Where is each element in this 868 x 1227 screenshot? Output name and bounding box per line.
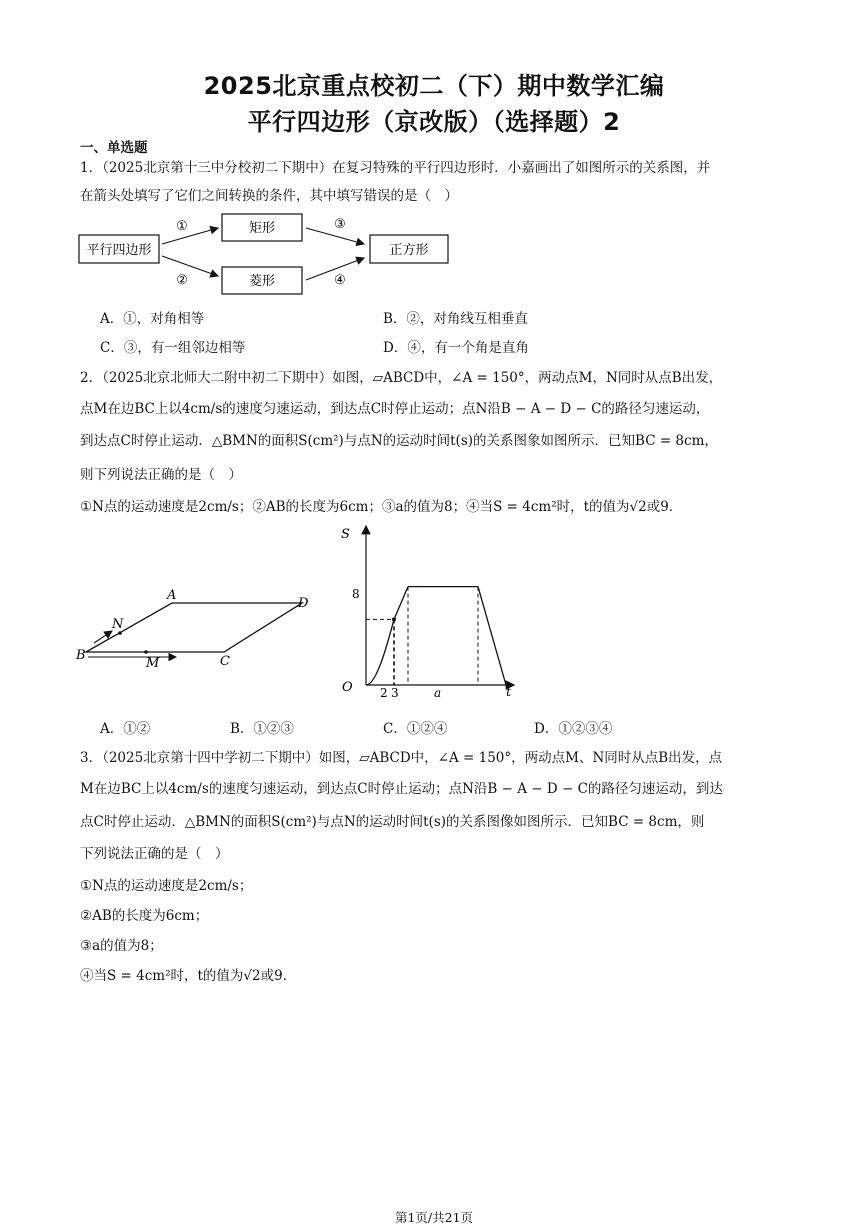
q2-option-b[interactable]: B．①②③ [230,721,294,737]
chart-y-label: S [341,527,350,542]
q1-option-c[interactable]: C．③，有一组邻边相等 [100,340,246,356]
q3-item1: ①N点的运动速度是2cm/s； [80,878,253,894]
q2-option-c[interactable]: C．①②④ [383,721,448,737]
q2-parallelogram-figure [74,585,324,675]
q2-option-d[interactable]: D．①②③④ [534,721,613,737]
mark-2: ② [176,273,188,288]
q2-area-time-chart [338,520,522,700]
label-a: A [167,588,177,603]
page-number: 第1页/共21页 [394,1210,474,1225]
q2-line1: 2．（2025北京北师大二附中初二下期中）如图，▱ABCD中，∠A = 150°，两动点M，N同时从点B出发， [80,370,723,386]
chart-series-segment [478,587,506,685]
q1-relationship-diagram [74,208,464,304]
mark-3: ③ [334,217,346,232]
q1-option-d[interactable]: D．④，有一个角是直角 [383,340,529,356]
box-rhombus-label: 菱形 [248,274,276,289]
q3-line3: 点C时停止运动．△BMN的面积S(cm²)与点N的运动时间t(s)的关系图像如图所示．已知BC = 8cm，则 [80,814,705,830]
label-b: B [76,648,86,663]
q2-line4: 则下列说法正确的是（ ） [80,467,242,483]
box-parallelogram-label: 平行四边形 [86,243,152,258]
q1-line1: 1．（2025北京第十三中分校初二下期中）在复习特殊的平行四边形时．小嘉画出了如图所示的关系图，并 [80,160,711,176]
arrow-2 [162,256,218,276]
page-title-line1: 2025北京重点校初二（下）期中数学汇编 [203,72,665,100]
chart-point [392,617,396,621]
q1-option-b[interactable]: B．②，对角线互相垂直 [383,311,528,327]
chart-x-tick-a: a [434,686,442,700]
q2-line3: 到达点C时停止运动．△BMN的面积S(cm²)与点N的运动时间t(s)的关系图象如图所示．已知BC = 8cm， [80,433,718,449]
point-m [144,650,148,654]
q1-option-a[interactable]: A．①，对角相等 [100,311,205,327]
q3-line2: M在边BC上以4cm/s的速度匀速运动，到达点C时停止运动；点N沿B − A − D − C的路径匀速运动，到达 [80,781,723,797]
box-square-label: 正方形 [389,243,429,258]
chart-y-tick-8: 8 [352,587,360,601]
q3-item4: ④当S = 4cm²时，t的值为√2或9． [80,968,297,984]
page-title-line2: 平行四边形（京改版）（选择题）2 [247,108,621,136]
q1-line2: 在箭头处填写了它们之间转换的条件，其中填写错误的是（ ） [80,188,458,204]
q2-line2: 点M在边BC上以4cm/s的速度匀速运动，到达点C时停止运动；点N沿B − A − D − C的路径匀速运动， [80,401,710,417]
chart-x-tick-3: 3 [391,686,399,700]
section-label: 一、单选题 [80,140,148,156]
q3-item2: ②AB的长度为6cm； [80,908,209,924]
box-rectangle-label: 矩形 [248,221,276,236]
arrow-1 [162,228,218,244]
mark-4: ④ [334,273,346,288]
chart-series-segment-curve [366,619,394,685]
q2-line5: ①N点的运动速度是2cm/s；②AB的长度为6cm；③a的值为8；④当S = 4cm²时，t的值为√2或9． [80,499,683,515]
label-d: D [298,596,309,611]
q3-line4: 下列说法正确的是（ ） [80,846,229,862]
label-c: C [220,654,230,669]
chart-series-segment [394,587,408,620]
chart-x-tick-2: 2 [380,686,388,700]
chart-origin-label: O [342,680,353,695]
label-n: N [112,617,124,632]
mark-1: ① [176,219,188,234]
chart-x-label: t [506,685,512,700]
q3-item3: ③a的值为8； [80,938,163,954]
arrow-n-direction [94,631,112,643]
label-m: M [146,656,160,671]
q3-line1: 3．（2025北京第十四中学初二下期中）如图，▱ABCD中，∠A = 150°，两动点M、N同时从点B出发，点 [80,750,723,766]
q2-option-a[interactable]: A．①② [100,721,151,737]
